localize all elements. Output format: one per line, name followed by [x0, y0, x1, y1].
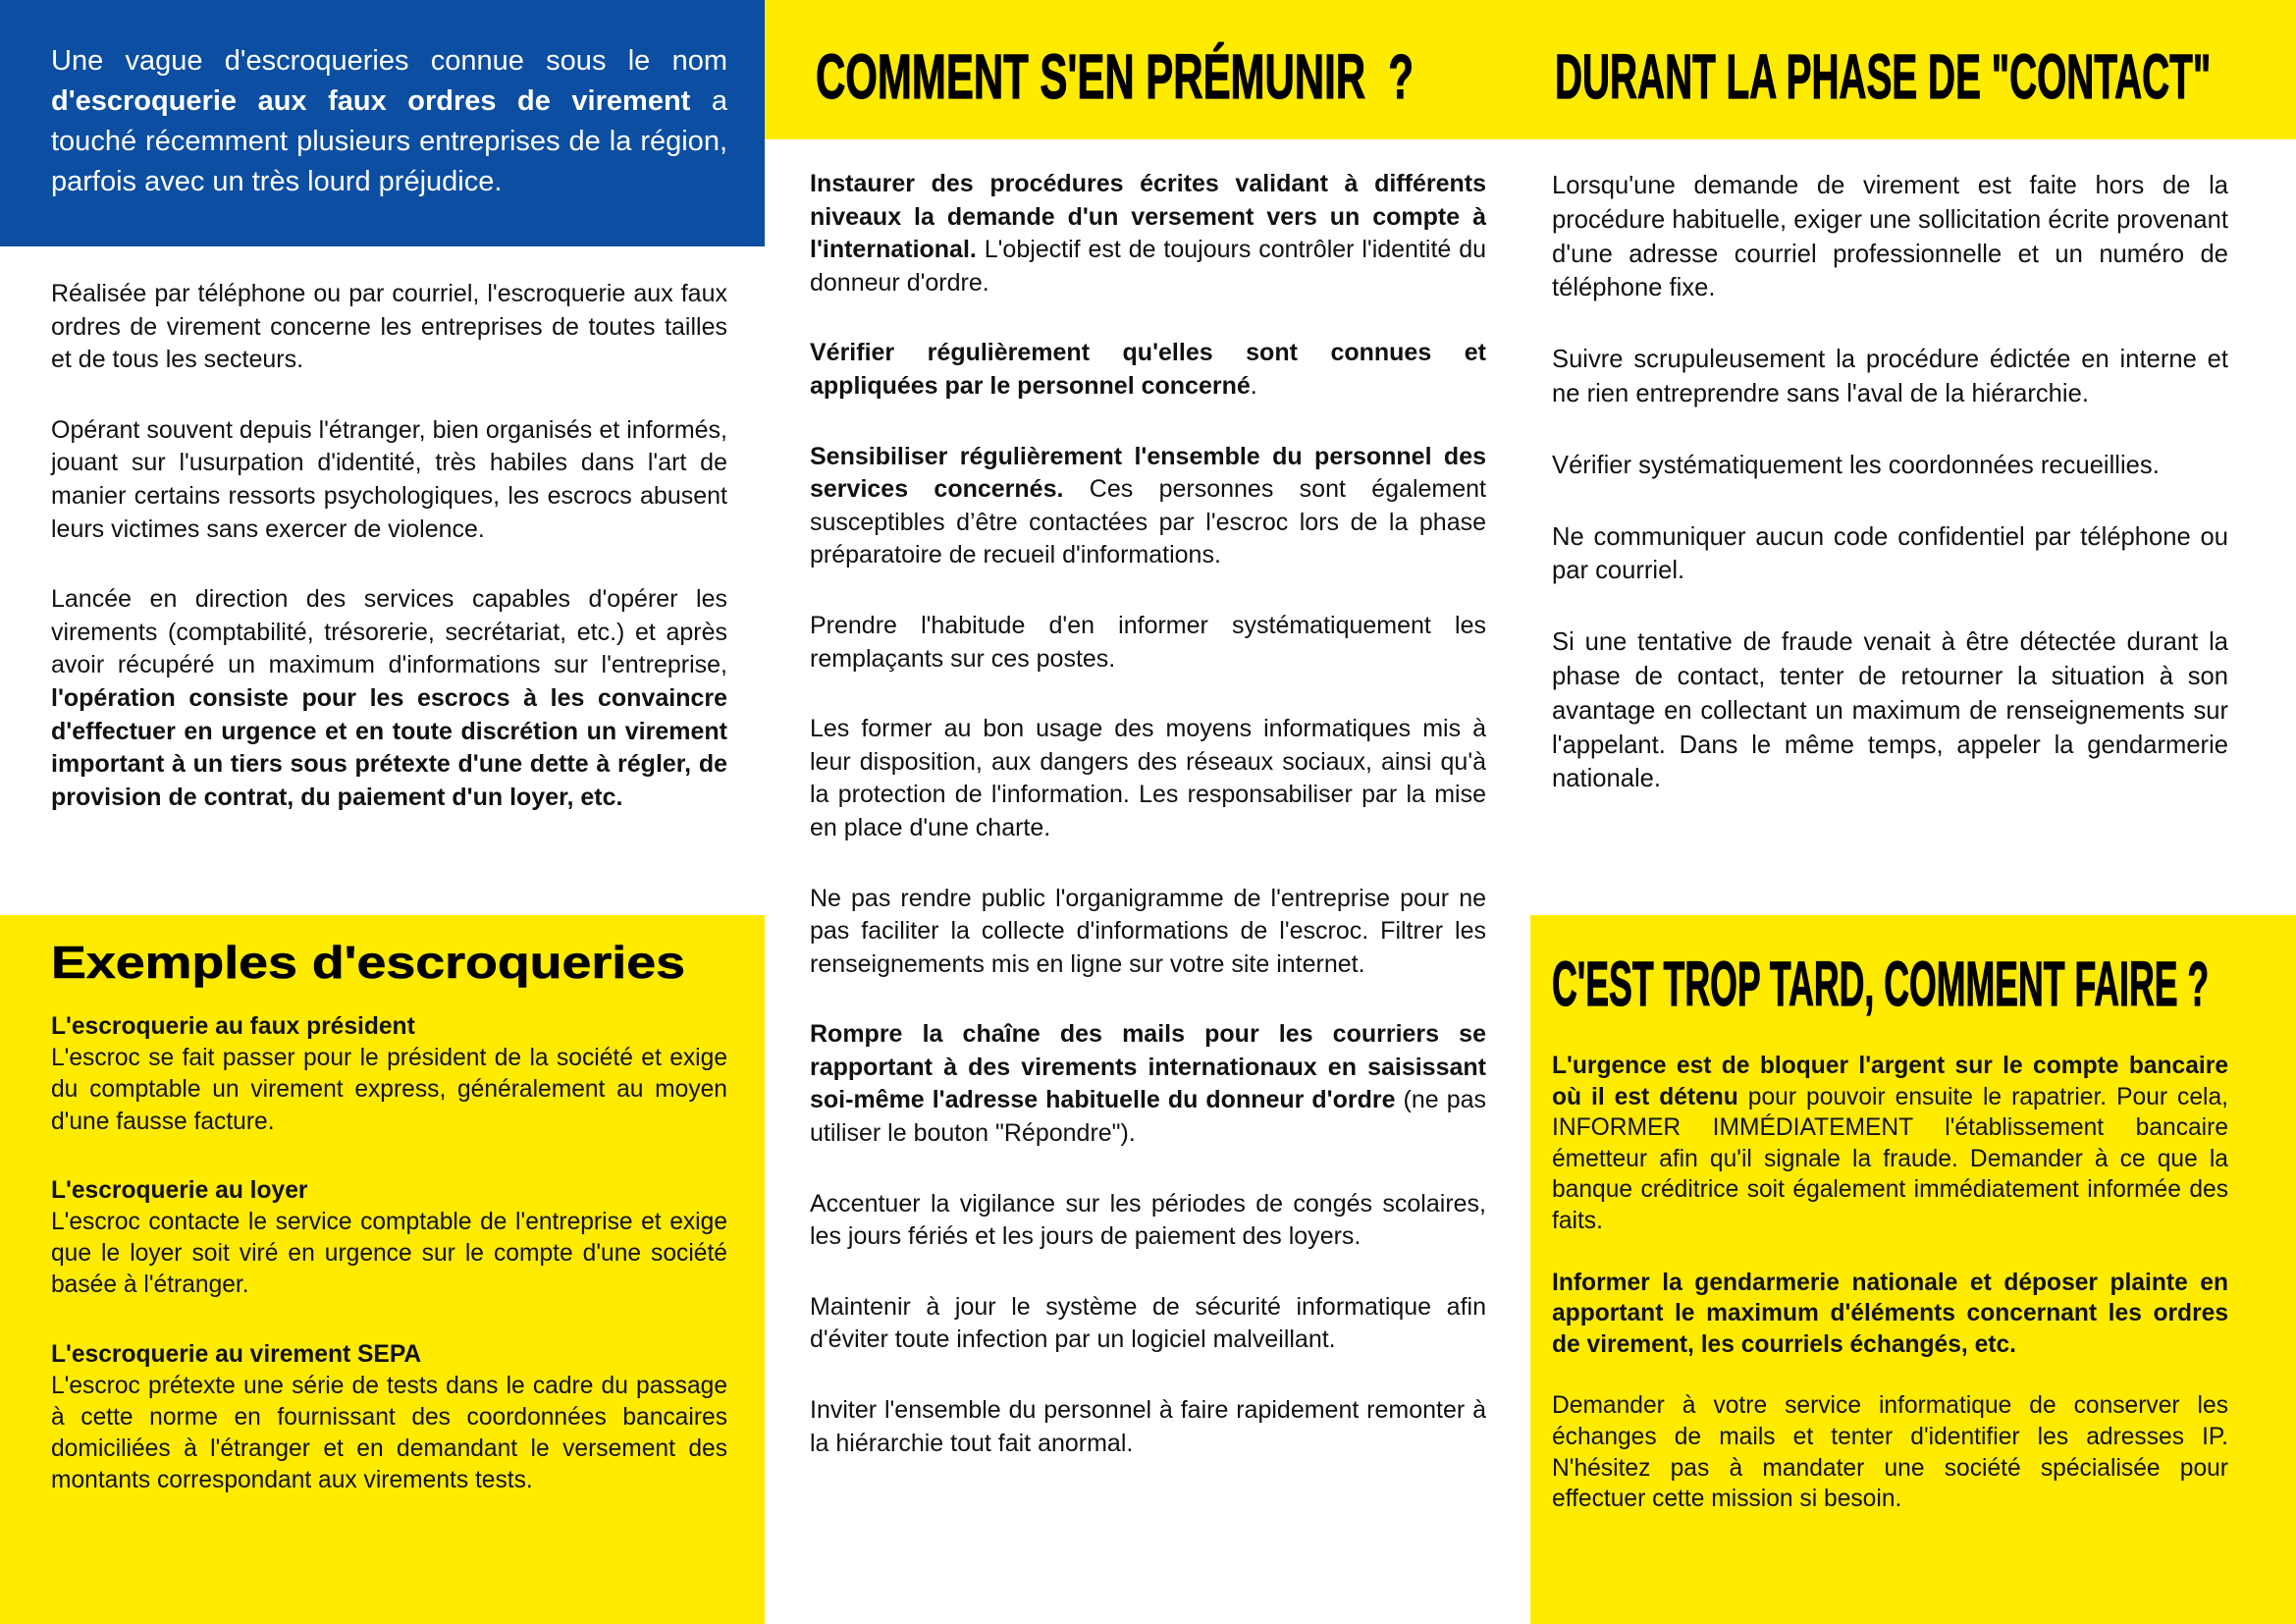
paragraph [810, 168, 1486, 299]
paragraph [1552, 169, 2228, 305]
bold-text: Instaurer des procédures écrites validant à différents niveaux la demande d'un versement vers un compte à l'international. [810, 170, 1486, 264]
left-column-text [51, 278, 727, 851]
paragraph [1552, 343, 2228, 411]
text: Suivre scrupuleusement la procédure édictée en interne et ne rien entreprendre sans l'aval de la hiérarchie. [1552, 346, 2228, 407]
paragraph [1552, 1390, 2228, 1514]
contact-phase-heading [1555, 41, 2211, 112]
text: Ne communiquer aucun code confidentiel par téléphone ou par courriel. [1552, 522, 2228, 585]
paragraph [810, 1291, 1486, 1357]
prevention-heading-text: COMMENT S'EN PRÉMUNIR ? [816, 41, 1414, 112]
paragraph [810, 337, 1486, 403]
too-late-heading [1552, 948, 2209, 1019]
bold-text: Sensibiliser régulièrement l'ensemble du personnel des services concernés. [810, 442, 1486, 504]
prevention-text [810, 168, 1486, 1497]
bold-text: d'escroquerie aux faux ordres de virement [51, 85, 691, 117]
prevention-heading [816, 41, 1414, 112]
paragraph [51, 583, 727, 814]
text: Demander à votre service informatique de conserver les échanges de mails et tenter d'identifier les adresses IP. N'hésitez pas à mandater une société spécialisée pour effectuer cette mission si besoin. [1552, 1392, 2228, 1513]
too-late-text [1552, 1051, 2228, 1545]
text: L'objectif est de toujours contrôler l'identité du donneur d'ordre. [810, 236, 1486, 297]
bold-text: l'opération consiste pour les escrocs à les convaincre d'effectuer en urgence et en toute discrétion un virement important à un tiers sous prétexte d'une dette à régler, de provision de contrat, du paiement d'un loyer, etc. [51, 683, 727, 811]
bold-text: Informer la gendarmerie nationale et déposer plainte en apportant le maximum d'éléments concernant les ordres de virement, les courriels échangés, etc. [1552, 1269, 2228, 1358]
text: Prendre l'habitude d'en informer systématiquement les remplaçants sur ces postes. [810, 611, 1486, 673]
example-item [51, 1011, 727, 1138]
paragraph [1552, 1268, 2228, 1361]
contact-phase-heading-text: DURANT LA PHASE DE "CONTACT" [1555, 41, 2211, 112]
text: Opérant souvent depuis l'étranger, bien organisés et informés, jouant sur l'usurpation d'identité, très habiles dans l'art de manier certains ressorts psychologiques, les escrocs abusent leurs victimes sans exercer de violence. [51, 415, 727, 543]
examples-heading-text: Exemples d'escroqueries [51, 937, 685, 988]
paragraph [51, 41, 727, 202]
text: Les former au bon usage des moyens informatiques mis à leur disposition, aux dangers des réseaux sociaux, ainsi qu'à la protection de l'information. Les responsabiliser par la mise en place d'une charte. [810, 715, 1486, 841]
paragraph [810, 610, 1486, 676]
text: Ces personnes sont également susceptibles d’être contactées par l'escroc lors de la phase préparatoire de recueil d'informations. [810, 475, 1486, 569]
examples-heading [51, 932, 685, 993]
text: (ne pas utiliser le bouton "Répondre"). [810, 1086, 1486, 1148]
bold-text: Vérifier régulièrement qu'elles sont connues et appliquées par le personnel concerné [810, 339, 1486, 400]
too-late-heading-text: C'EST TROP TARD, COMMENT FAIRE ? [1552, 948, 2209, 1019]
examples-list [51, 1011, 727, 1535]
paragraph [810, 441, 1486, 572]
contact-phase-text [1552, 169, 2228, 834]
text: Réalisée par téléphone ou par courriel, l'escroquerie aux faux ordres de virement concerne les entreprises de toutes tailles et de tous les secteurs. [51, 280, 727, 374]
text: Maintenir à jour le système de sécurité informatique afin d'éviter toute infection par un logiciel malveillant. [810, 1292, 1486, 1354]
example-title: L'escroquerie au faux président [51, 1013, 415, 1040]
text: Ne pas rendre public l'organigramme de l'entreprise pour ne pas faciliter la collecte d'informations de l'escroc. Filtrer les renseignements mis en ligne sur votre site internet. [810, 884, 1486, 978]
example-item [51, 1175, 727, 1302]
example-body: L'escroc prétexte une série de tests dans le cadre du passage à cette norme en fournissant des coordonnées bancaires domiciliées à l'étranger et en demandant le versement des montants correspondant aux virements tests. [51, 1372, 727, 1494]
paragraph [1552, 1051, 2228, 1237]
paragraph [1552, 520, 2228, 589]
example-title: L'escroquerie au virement SEPA [51, 1340, 422, 1368]
example-item [51, 1339, 727, 1497]
paragraph [1552, 625, 2228, 796]
paragraph [810, 1394, 1486, 1460]
bold-text: Rompre la chaîne des mails pour les courriers se rapportant à des virements internationaux en saisissant soi-même l'adresse habituelle du donneur d'ordre [810, 1020, 1486, 1114]
text: Accentuer la vigilance sur les périodes de congés scolaires, les jours fériés et les jours de paiement des loyers. [810, 1189, 1486, 1251]
bold-text: L'urgence est de bloquer l'argent sur le compte bancaire où il est détenu [1552, 1053, 2228, 1110]
text: Si une tentative de fraude venait à être détectée durant la phase de contact, tenter de retourner la situation à son avantage en collectant un maximum de renseignements sur l'appelant. Dans le même temps, appeler la gendarmerie nationale. [1552, 628, 2228, 793]
text: Vérifier systématiquement les coordonnées recueillies. [1552, 451, 2160, 479]
paragraph [1552, 449, 2228, 483]
paragraph [51, 278, 727, 377]
intro-text [51, 41, 727, 202]
paragraph [810, 1188, 1486, 1254]
paragraph [810, 1018, 1486, 1150]
paragraph [810, 883, 1486, 982]
text: . [1250, 371, 1257, 400]
example-body: L'escroc contacte le service comptable de l'entreprise et exige que le loyer soit viré en urgence sur le compte d'une société basée à l'étranger. [51, 1209, 727, 1299]
text: Lorsqu'une demande de virement est faite hors de la procédure habituelle, exiger une sollicitation écrite provenant d'une adresse courriel professionnelle et un numéro de téléphone fixe. [1552, 172, 2228, 302]
text: pour pouvoir ensuite le rapatrier. Pour cela, INFORMER IMMÉDIATEMENT l'établissement bancaire émetteur afin qu'il signale la fraude. Demander à ce que la banque créditrice soit également immédiatement informée des faits. [1552, 1083, 2228, 1234]
example-body: L'escroc se fait passer pour le président de la société et exige du comptable un virement express, généralement au moyen d'une fausse facture. [51, 1045, 727, 1135]
text: Une vague d'escroqueries connue sous le nom [51, 45, 727, 77]
text: a touché récemment plusieurs entreprises de la région, parfois avec un très lourd préjudice. [51, 85, 727, 197]
example-title: L'escroquerie au loyer [51, 1176, 308, 1204]
paragraph [51, 414, 727, 546]
text: Lancée en direction des services capables d'opérer les virements (comptabilité, trésorerie, secrétariat, etc.) et après avoir récupéré un maximum d'informations sur l'entreprise, [51, 585, 727, 679]
text: Inviter l'ensemble du personnel à faire rapidement remonter à la hiérarchie tout fait anormal. [810, 1396, 1486, 1457]
paragraph [810, 713, 1486, 844]
